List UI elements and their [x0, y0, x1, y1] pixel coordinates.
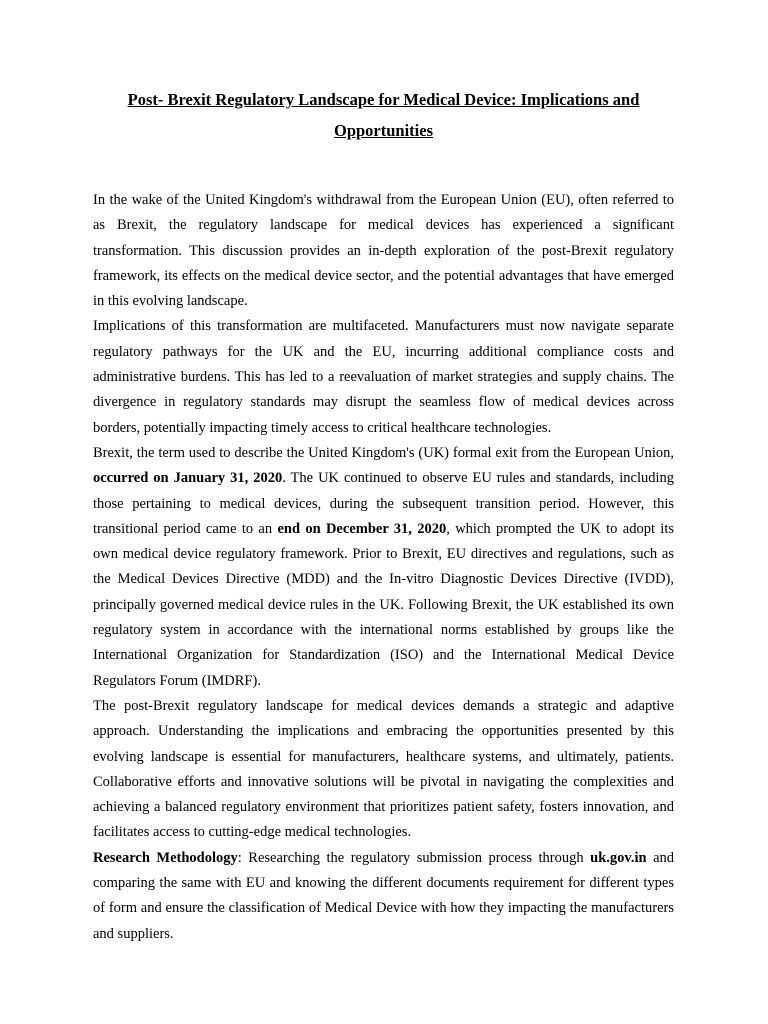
document-body: [93, 188, 674, 947]
document-title: Post- Brexit Regulatory Landscape for Medical Device: Implications and Opportunities: [127, 90, 640, 140]
paragraph-implications: Implications of this transformation are multifaceted. Manufacturers must now navigate separate regulatory pathways for the UK and the EU, incurring additional compliance costs and administrative burdens. This has led to a reevaluation of market strategies and supply chains. The divergence in regulatory standards may disrupt the seamless flow of medical devices across borders, potentially impacting timely access to critical healthcare technologies.: [93, 318, 674, 436]
research-methodology-label: Research Methodology: [93, 849, 238, 866]
bold-date-transition-end: end on December 31, 2020: [277, 520, 447, 537]
text-run: Brexit, the term used to describe the United Kingdom's (UK) formal exit from the European Union,: [93, 444, 674, 461]
bold-date-exit: occurred on January 31, 2020: [93, 470, 283, 487]
text-run: : Researching the regulatory submission process through: [237, 849, 591, 866]
bold-website: uk.gov.in: [590, 849, 647, 866]
document-page: [93, 84, 674, 947]
paragraph-research-methodology: [93, 846, 674, 947]
paragraph-brexit-timeline: [93, 441, 674, 694]
text-run: , which prompted the UK to adopt its own medical device regulatory framework. Prior to Brexit, EU directives and regulations, such as the Medical Devices Directive (MDD) and the In-vitro Diagnostic Devices Directive (IVDD), principally governed medical device rules in the UK. Following Brexit, the UK established its own regulatory system in accordance with the international norms established by groups like the International Organization for Standardization (ISO) and the International Medical Device Regulators Forum (IMDRF).: [93, 520, 674, 689]
text-run: . The UK continued to observe EU rules and standards, including those pertaining to medical devices, during the subsequent transition period. However, this transitional period came to an: [93, 470, 674, 537]
paragraph-intro: In the wake of the United Kingdom's withdrawal from the European Union (EU), often referred to as Brexit, the regulatory landscape for medical devices has experienced a significant transformation. This discussion provides an in-depth exploration of the post-Brexit regulatory framework, its effects on the medical device sector, and the potential advantages that have emerged in this evolving landscape.: [93, 192, 674, 310]
text-run: and comparing the same with EU and knowing the different documents requirement for different types of form and ensure the classification of Medical Device with how they impacting the manufacturers and suppliers.: [93, 849, 674, 942]
paragraph-conclusion: The post-Brexit regulatory landscape for medical devices demands a strategic and adaptive approach. Understanding the implications and embracing the opportunities presented by this evolving landscape is essential for manufacturers, healthcare systems, and ultimately, patients. Collaborative efforts and innovative solutions will be pivotal in navigating the complexities and achieving a balanced regulatory environment that prioritizes patient safety, fosters innovation, and facilitates access to cutting-edge medical technologies.: [93, 697, 674, 841]
